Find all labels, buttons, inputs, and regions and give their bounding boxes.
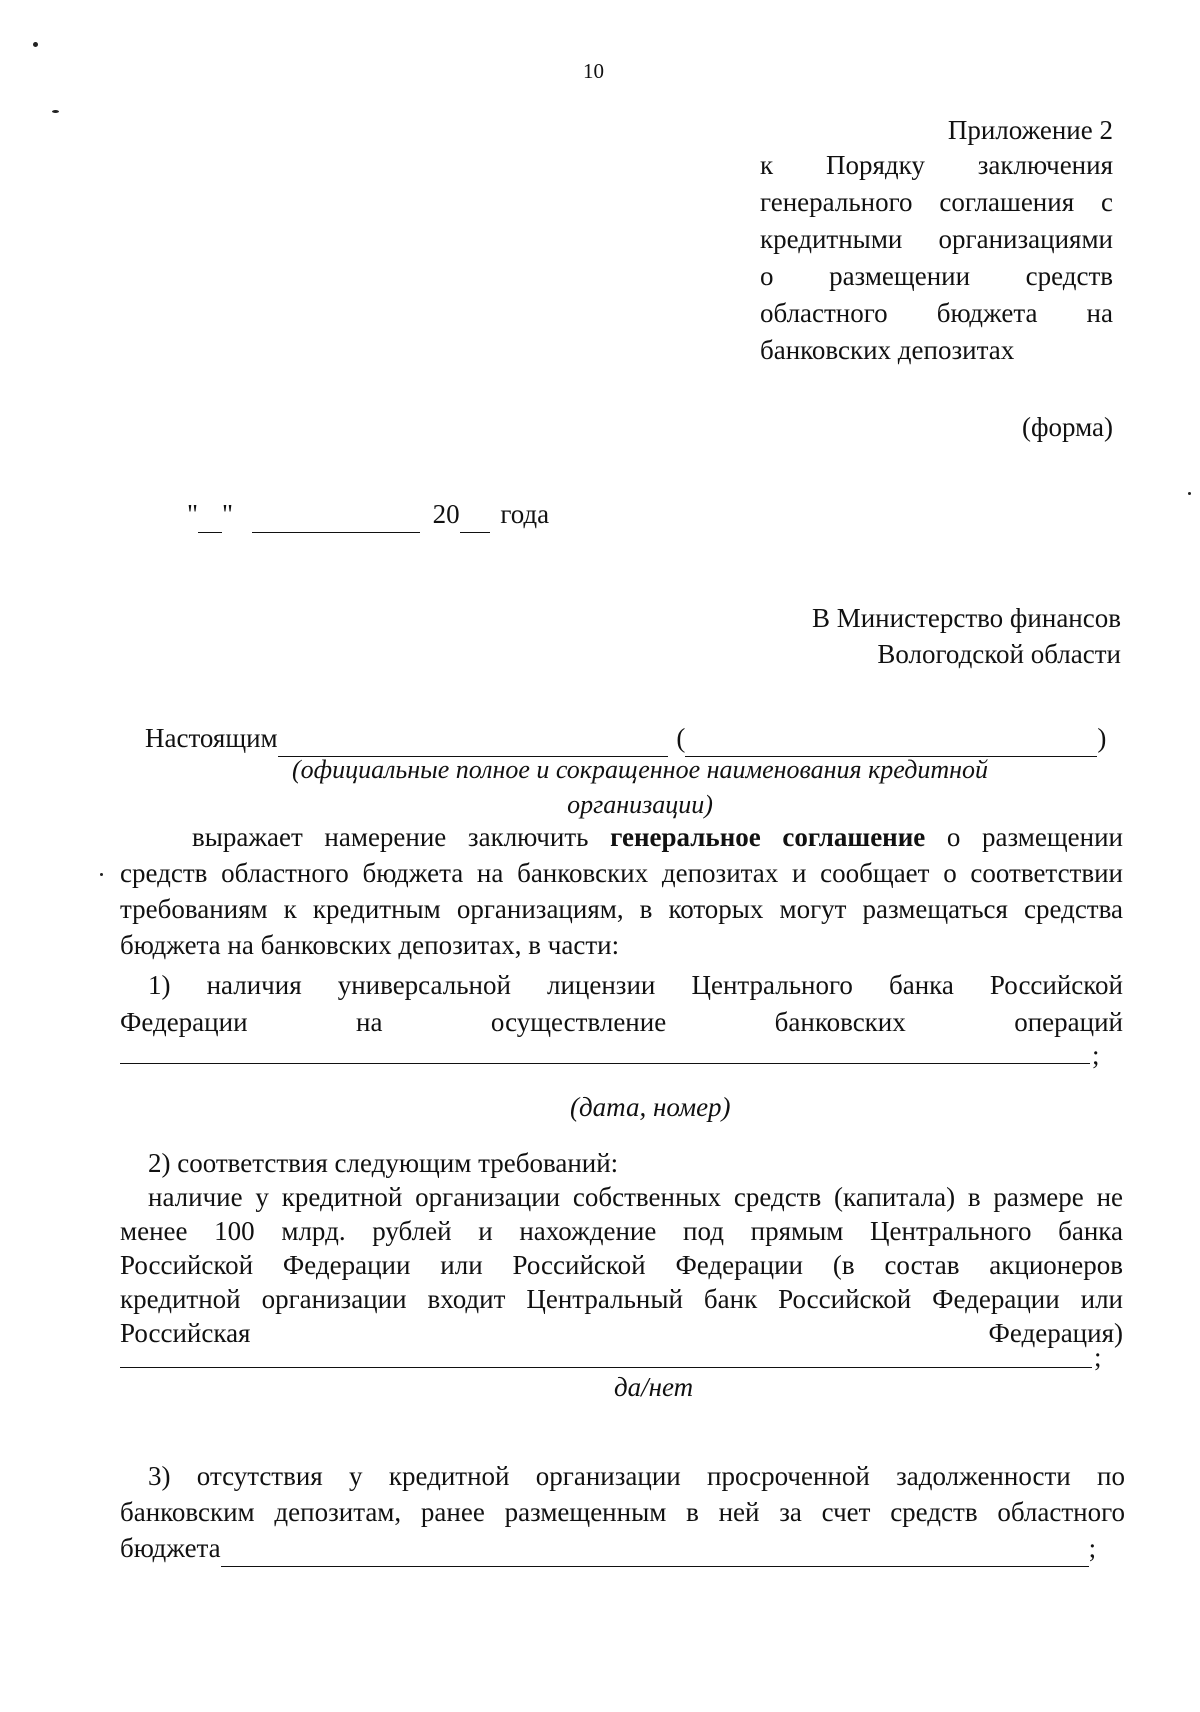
scan-speck	[52, 110, 59, 113]
body-line1-start: выражает намерение заключить	[192, 822, 611, 852]
item2-line6-left: Российская	[120, 1318, 251, 1348]
month-blank[interactable]	[252, 497, 420, 533]
item2-line6-right: Федерация)	[988, 1318, 1123, 1348]
appendix-title: Приложение 2	[947, 115, 1113, 145]
scan-speck	[100, 873, 103, 876]
paren-open: (	[676, 723, 686, 753]
item2	[120, 1146, 1123, 1350]
year-prefix: 20	[432, 499, 460, 529]
yes-no-blank[interactable]	[120, 1367, 1092, 1368]
appendix-line: кредитными организациями	[760, 224, 1113, 254]
item3	[120, 1458, 1125, 1567]
appendix-line: областного бюджета на	[760, 298, 1113, 328]
intro-word: Настоящим	[145, 723, 278, 753]
body-line1	[120, 819, 1123, 855]
date-line	[187, 497, 549, 533]
scan-speck	[33, 42, 38, 47]
year-suffix: года	[500, 499, 550, 529]
item3-end: ;	[1088, 1533, 1097, 1563]
quote-open: "	[187, 499, 199, 529]
item2-line3: менее 100 млрд. рублей и нахождение под прямым Центрального банка	[120, 1216, 1123, 1246]
intro-caption-line2: организации)	[567, 790, 713, 819]
addressee-line2: Вологодской области	[877, 639, 1121, 669]
item2-line5: кредитной организации входит Центральный банк Российской Федерации или	[120, 1284, 1123, 1314]
item2-line4: Российской Федерации или Российской Федерации (в состав акционеров	[120, 1250, 1123, 1280]
addressee	[700, 600, 1121, 672]
appendix-text	[760, 147, 1113, 369]
item1-caption: (дата, номер)	[570, 1092, 731, 1122]
item1-line2: Федерации на осуществление банковских операций	[120, 1007, 1123, 1037]
body-line2: средств областного бюджета на банковских депозитах и сообщает о соответствии	[120, 858, 1123, 888]
item1-end: ;	[1092, 1040, 1100, 1070]
page-number: 10	[583, 59, 604, 83]
appendix-line: о размещении средств	[760, 261, 1113, 291]
form-label: (форма)	[1022, 412, 1113, 442]
addressee-line1: В Министерство финансов	[811, 603, 1121, 633]
appendix-line: генерального соглашения с	[760, 187, 1113, 217]
body-line1-end: о размещении	[925, 822, 1124, 852]
appendix-line: банковских депозитах	[760, 335, 1015, 365]
item3-line3-start: бюджета	[120, 1533, 221, 1563]
item3-line3	[120, 1530, 1125, 1567]
item3-line1: 3) отсутствия у кредитной организации просроченной задолженности по	[148, 1461, 1125, 1491]
appendix-line: к Порядку заключения	[760, 150, 1113, 180]
item1-line1: 1) наличия универсальной лицензии Центрального банка Российской	[148, 970, 1123, 1000]
license-blank[interactable]	[120, 1063, 1090, 1064]
item2-line6	[120, 1316, 1123, 1350]
body-line3: требованиям к кредитным организациям, в которых могут размещаться средства	[120, 894, 1123, 924]
item1	[120, 967, 1123, 1041]
item2-end: ;	[1094, 1342, 1102, 1372]
scan-speck	[1188, 492, 1191, 495]
item2-caption: да/нет	[614, 1372, 694, 1402]
overdue-debt-blank[interactable]	[221, 1530, 1089, 1567]
intro-caption-line1: (официальные полное и сокращенное наименования кредитной	[291, 755, 989, 784]
item3-line2: банковским депозитам, ранее размещенным в ней за счет средств областного	[120, 1497, 1125, 1527]
day-blank[interactable]	[198, 497, 222, 533]
body-paragraph	[120, 819, 1123, 963]
item2-line2: наличие у кредитной организации собственных средств (капитала) в размере не	[148, 1182, 1123, 1212]
quote-close: "	[222, 499, 234, 529]
year-blank[interactable]	[460, 497, 490, 533]
paren-close: )	[1097, 723, 1107, 753]
item2-line1: 2) соответствия следующим требований:	[148, 1148, 619, 1178]
intro-caption	[120, 752, 1140, 822]
body-line4: бюджета на банковских депозитах, в части:	[120, 930, 620, 960]
bold-term: генеральное соглашение	[610, 822, 926, 852]
